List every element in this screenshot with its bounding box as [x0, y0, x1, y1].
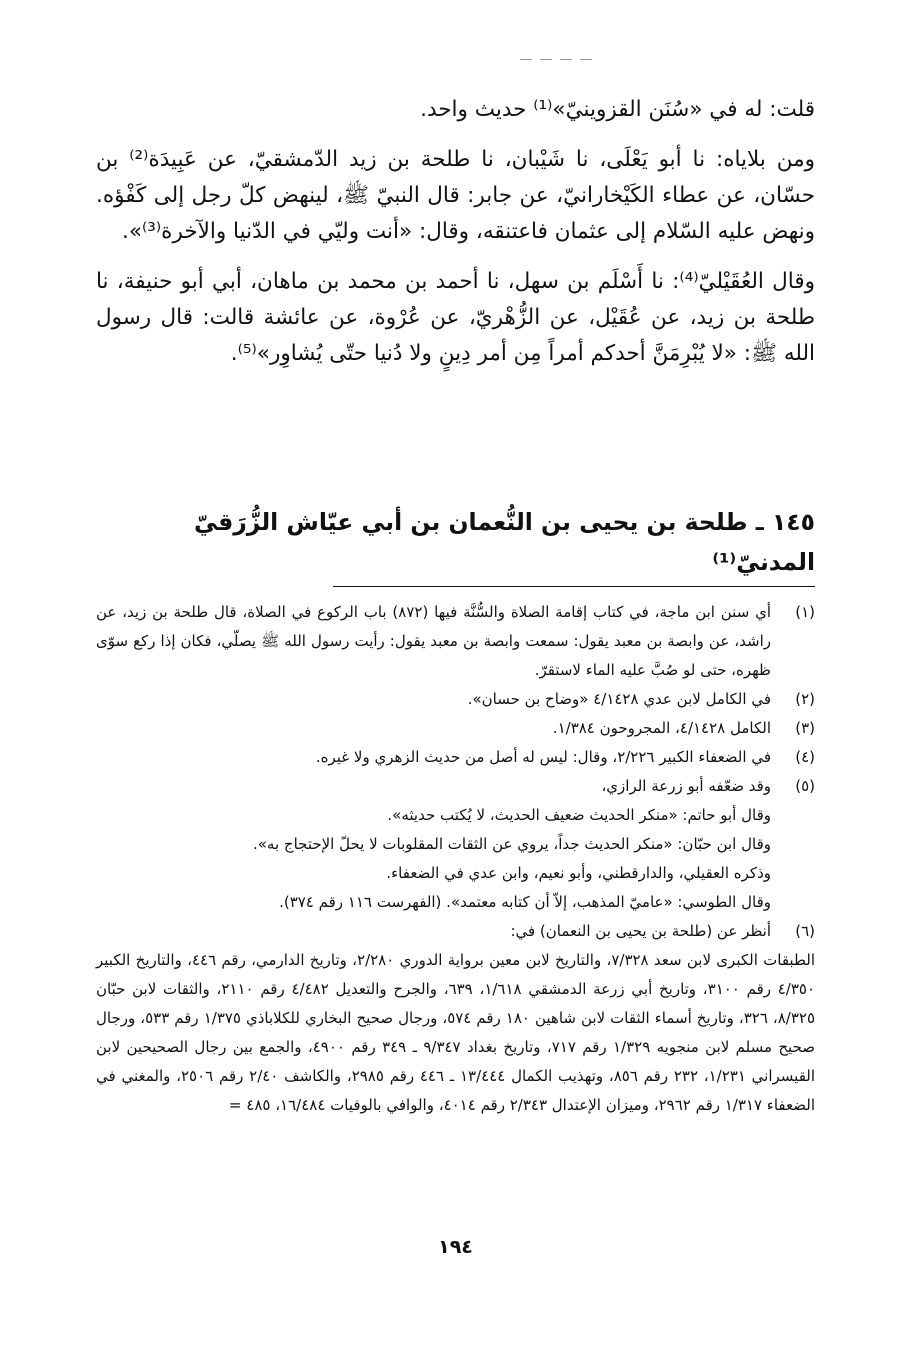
paragraph-1: قلت: له في «سُنَن القزوينيّ»⁽¹⁾ حديث واحد. [420, 97, 815, 122]
footnote-1 [96, 598, 815, 685]
footnote-line: وذكره العقيلي، والدارقطني، وأبو نعيم، وابن عدي في الضعفاء. [386, 864, 771, 882]
footnote-6 [96, 917, 815, 946]
entry-heading: ١٤٥ ـ طلحة بن يحيى بن النُّعمان بن أبي عيّاش الزُّرَقيّ المدنيّ⁽¹⁾ [194, 508, 815, 576]
header-ornament [520, 45, 610, 47]
footnote-text: أي سنن ابن ماجة، في كتاب إقامة الصلاة والسُّنَّة فيها (٨٧٢) باب الركوع في الصلاة، قال طلحة بن زيد، عن راشد، عن وابصة بن معبد يقول: سمعت وابصة بن معبد يقول: رأيت رسول الله ﷺ يصلّي، فكان إذا ركع سوّى ظهره، حتى لو صُبَّ عليه الماء لاستقرّ. [96, 603, 771, 679]
footnote-2 [96, 685, 815, 714]
footnote-line: وقال الطوسي: «عاميّ المذهب، إلاّ أن كتابه معتمد». (الفهرست ١١٦ رقم ٣٧٤). [279, 893, 771, 911]
footnote-line: وقال ابن حبّان: «منكر الحديث جداً، يروي عن الثقات المقلوبات لا يحلّ الإحتجاج به». [252, 835, 771, 853]
footnote-number: (٢) [795, 690, 815, 708]
footnote-number: (٣) [795, 719, 815, 737]
footnotes [96, 598, 815, 1120]
footnote-3 [96, 714, 815, 743]
paragraph-2: ومن بلاياه: نا أبو يَعْلَى، نا شَيْبان، نا طلحة بن زيد الدّمشقيّ، عن عَبِيدَة⁽²⁾ بن حسّان، عن عطاء الكَيْخارانيّ، عن جابر: قال النبيّ ﷺ، لينهض كلّ رجل إلى كَفْؤه. ونهض عليه السّلام إلى عثمان فاعتنقه، وقال: «أنت وليّي في الدّنيا والآخرة⁽³⁾». [96, 147, 816, 244]
footnote-text: في الكامل لابن عدي ٤/١٤٢٨ «وضاح بن حسان». [467, 690, 771, 708]
footnote-number: (٥) [795, 777, 815, 795]
footnote-text: في الضعفاء الكبير ٢/٢٢٦، وقال: ليس له أصل من حديث الزهري ولا غيره. [315, 748, 771, 766]
footnote-text: الكامل ٤/١٤٢٨، المجروحون ١/٣٨٤. [552, 719, 771, 737]
footnote-separator [333, 586, 815, 587]
page-number: ١٩٤ [438, 1236, 473, 1258]
footnote-number: (٦) [795, 922, 815, 940]
footnote-line: وقد ضعّفه أبو زرعة الرازي، [601, 777, 771, 795]
footnote-text: أنظر عن (طلحة بن يحيى بن النعمان) في: [510, 922, 771, 940]
footnote-line: وقال أبو حاتم: «منكر الحديث ضعيف الحديث، لا يُكتب حديثه». [387, 806, 771, 824]
footnote-text [96, 772, 771, 917]
footnote-number: (١) [795, 603, 815, 621]
paragraph-3: وقال العُقَيْليّ⁽⁴⁾: نا أَسْلَم بن سهل، نا أحمد بن محمد بن ماهان، أبي أبو حنيفة، نا طلحة بن زيد، عن عُقَيْل، عن الزُّهْريّ، عن عُرْوة، عن عائشة قالت: قال رسول الله ﷺ: «لا يُبْرِمَنَّ أحدكم أمراً مِن أمر دِينٍ ولا دُنيا حتّى يُشاوِر»⁽⁵⁾. [96, 269, 815, 366]
footnote-5 [96, 772, 815, 917]
footnote-6-references: الطبقات الكبرى لابن سعد ٧/٣٢٨، والتاريخ لابن معين برواية الدوري ٢/٢٨٠، وتاريخ الدارمي، رقم ٤٤٦، والتاريخ الكبير ٤/٣٥٠ رقم ٣١٠٠، وتاريخ أبي زرعة الدمشقي ١/٦١٨، ٦٣٩، والجرح والتعديل ٤/٤٨٢ رقم ٢١١٠، والثقات لابن حبّان ٨/٣٢٥، ٣٢٦، وتاريخ أسماء الثقات لابن شاهين ١٨٠ رقم ٥٧٤، ورجال صحيح البخاري للكلاباذي ١/٣٧٥ رقم ٥٣٣، ورجال صحيح مسلم لابن منجويه ١/٣٢٩ رقم ٧١٧، وتاريخ بغداد ٩/٣٤٧ ـ ٣٤٩ رقم ٤٩٠٠، والجمع بين رجال الصحيحين لابن القيسراني ١/٢٣١، ٢٣٢ رقم ٨٥٦، وتهذيب الكمال ١٣/٤٤٤ ـ ٤٤٦ رقم ٢٩٨٥، والكاشف ٢/٤٠ رقم ٢٥٠٦، والمغني في الضعفاء ١/٣١٧ رقم ٢٩٦٢، وميزان الإعتدال ٢/٣٤٣ رقم ٤٠١٤، والوافي بالوفيات ١٦/٤٨٤، ٤٨٥ = [96, 951, 816, 1114]
footnote-number: (٤) [795, 748, 815, 766]
footnote-4 [96, 743, 815, 772]
main-text [96, 92, 815, 386]
